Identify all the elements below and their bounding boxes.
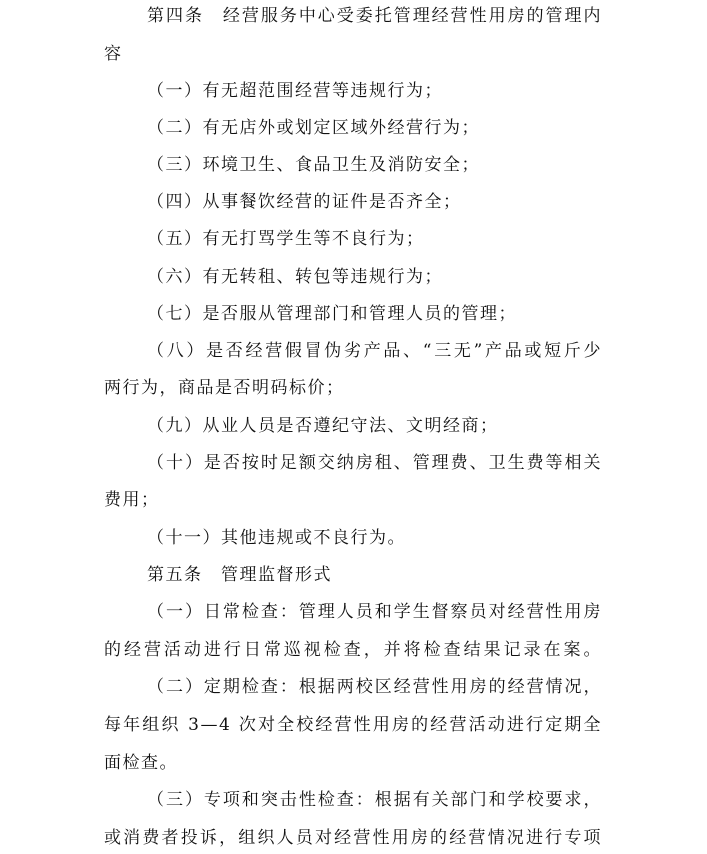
- article-5-paragraph-2-end: 面检查。: [104, 753, 178, 773]
- article-4-item-3: （三）环境卫生、食品卫生及消防安全；: [147, 155, 480, 175]
- article-5-paragraph-1-continued: 的经营活动进行日常巡视检查，并将检查结果记录在案。: [104, 640, 602, 660]
- article-5-paragraph-2-continued: 每年组织 3—4 次对全校经营性用房的经营活动进行定期全: [104, 715, 602, 735]
- article-4-heading: 第四条 经营服务中心受委托管理经营性用房的管理内: [147, 6, 602, 26]
- article-4-item-10-continued: 费用；: [104, 490, 160, 510]
- article-4-item-6: （六）有无转租、转包等违规行为；: [147, 267, 443, 287]
- article-5-paragraph-2: （二）定期检查：根据两校区经营性用房的经营情况，: [147, 677, 602, 697]
- article-4-item-1: （一）有无超范围经营等违规行为；: [147, 81, 443, 101]
- article-4-item-5: （五）有无打骂学生等不良行为；: [147, 229, 425, 249]
- article-5-paragraph-3: （三）专项和突击性检查：根据有关部门和学校要求，: [147, 790, 602, 810]
- article-4-item-8: （八）是否经营假冒伪劣产品、“三无”产品或短斤少: [147, 341, 602, 361]
- article-4-item-10: （十）是否按时足额交纳房租、管理费、卫生费等相关: [147, 453, 602, 473]
- article-5-paragraph-3-continued: 或消费者投诉，组织人员对经营性用房的经营情况进行专项: [104, 828, 602, 848]
- article-4-item-7: （七）是否服从管理部门和管理人员的管理；: [147, 304, 517, 324]
- article-4-item-11: （十一）其他违规或不良行为。: [147, 528, 406, 548]
- article-4-heading-continued: 容: [104, 44, 123, 64]
- article-5-heading: 第五条 管理监督形式: [147, 565, 332, 585]
- article-5-paragraph-1: （一）日常检查：管理人员和学生督察员对经营性用房: [147, 602, 602, 622]
- article-4-item-9: （九）从业人员是否遵纪守法、文明经商；: [147, 416, 499, 436]
- article-4-item-8-continued: 两行为，商品是否明码标价；: [104, 378, 345, 398]
- article-4-item-4: （四）从事餐饮经营的证件是否齐全；: [147, 192, 462, 212]
- article-4-item-2: （二）有无店外或划定区域外经营行为；: [147, 118, 480, 138]
